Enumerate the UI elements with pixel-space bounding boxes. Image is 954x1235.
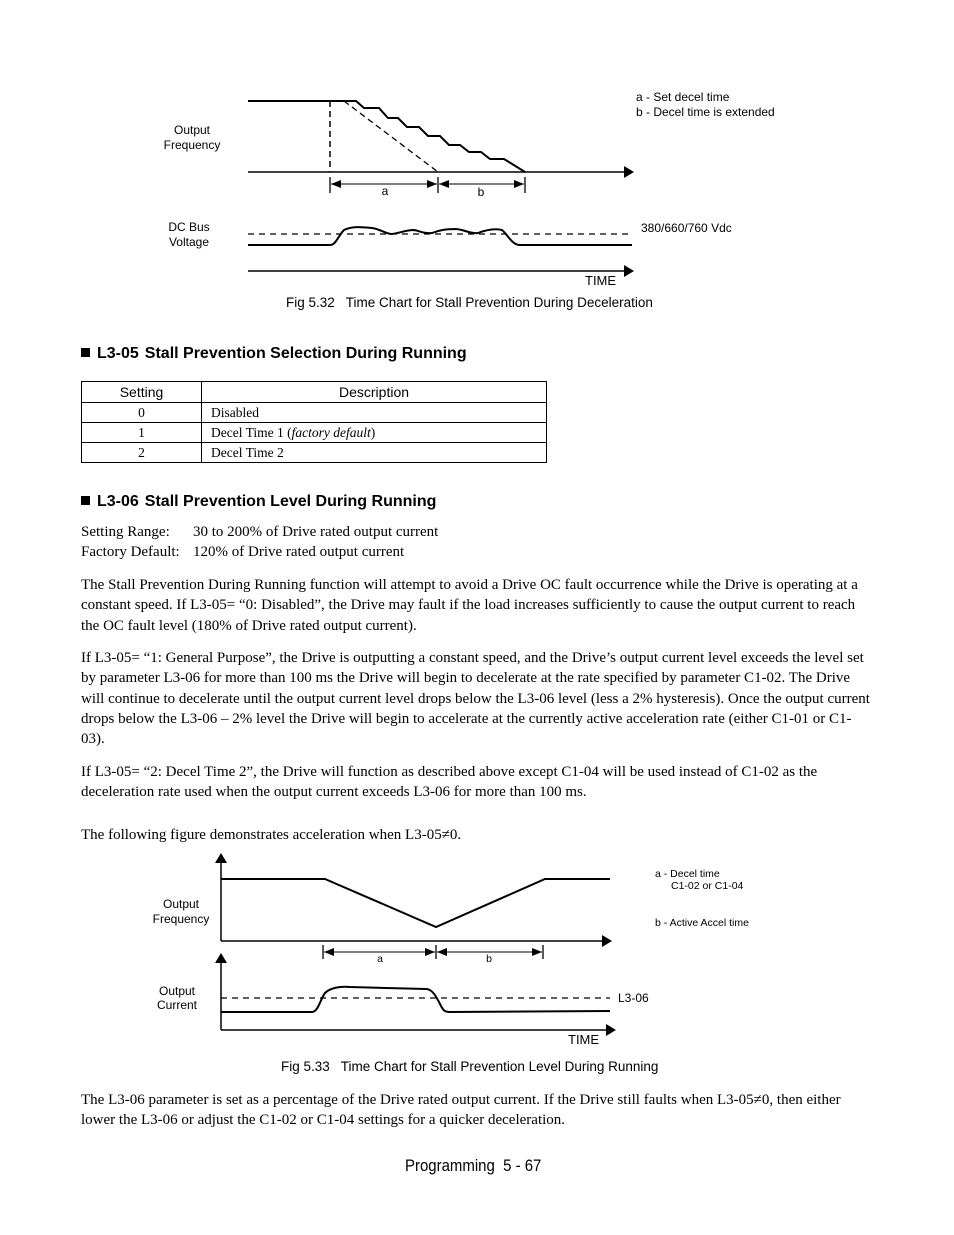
page-footer xyxy=(405,1156,541,1176)
l3-05-settings-table xyxy=(81,381,547,463)
fig533-arrow-a-left xyxy=(324,948,334,956)
paragraph-1: The Stall Prevention During Running function will attempt to avoid a Drive OC fault occurrence while the Drive is operating at a constant speed. If L3-05= “0: Disabled”, the Drive may fault if the load increases sufficiently to cause the output current to reach the OC fault level (180% of Drive rated output current). xyxy=(81,577,858,634)
setting-range-value: 30 to 200% of Drive rated output current xyxy=(193,524,439,540)
section-l3-06-heading xyxy=(81,493,436,511)
fig532-dc-bus-label-1: DC Bus xyxy=(168,220,210,234)
square-bullet-icon xyxy=(81,496,90,505)
fig533-caption: Fig 5.33 Time Chart for Stall Prevention Level During Running xyxy=(281,1059,659,1074)
fig532-arrow-a-left xyxy=(331,180,341,188)
fig533-frequency-curve xyxy=(221,879,610,927)
fig533-arrow-b-left xyxy=(437,948,447,956)
table-cell-description: Decel Time 2 xyxy=(202,443,547,463)
fig532-arrow-a-right xyxy=(427,180,437,188)
square-bullet-icon xyxy=(81,348,90,357)
fig532-set-decel-line xyxy=(344,101,438,172)
table-cell-description xyxy=(202,423,547,443)
fig533-output-frequency-label-2: Frequency xyxy=(152,912,210,926)
fig532-legend-b: b - Decel time is extended xyxy=(636,105,775,119)
fig533-legend-a-2: C1-02 or C1-04 xyxy=(671,880,744,892)
description-end: ) xyxy=(370,424,376,440)
fig533-output-frequency-label-1: Output xyxy=(162,897,200,911)
fig533-current-curve xyxy=(221,987,610,1012)
fig532-time-label: TIME xyxy=(585,273,617,288)
fig532-dc-bus-label-2: Voltage xyxy=(168,235,210,249)
footer-page-number: 5 - 67 xyxy=(503,1156,542,1175)
figure-5-32 xyxy=(0,0,954,320)
fig533-legend-a-1: a - Decel time xyxy=(655,868,720,880)
setting-range-row xyxy=(81,522,438,542)
paragraph-3: If L3-05= “2: Decel Time 2”, the Drive will function as described above except C1-04 will be used instead of C1-02 as the deceleration rate used when the output current exceeds L3-06 for more than 100 ms. xyxy=(81,764,818,801)
fig533-output-current-label-1: Output xyxy=(158,984,196,998)
table-header-setting: Setting xyxy=(82,382,202,403)
description-italic: factory default xyxy=(291,424,371,440)
fig533-legend-b: b - Active Accel time xyxy=(655,917,749,929)
footer-section: Programming xyxy=(405,1156,495,1175)
fig533-time-axis-arrow xyxy=(606,1024,616,1036)
section-l3-05-title: Stall Prevention Selection During Running xyxy=(144,345,467,362)
figure-intro: The following figure demonstrates acceleration when L3-05≠0. xyxy=(81,827,462,843)
fig533-frequency-y-arrow xyxy=(215,853,227,863)
fig532-output-frequency-label-2: Frequency xyxy=(163,138,221,152)
fig532-arrow-b-left xyxy=(439,180,449,188)
fig533-interval-b-label: b xyxy=(486,953,492,965)
factory-default-value: 120% of Drive rated output current xyxy=(193,544,405,560)
section-l3-05-code: L3-05 xyxy=(97,345,139,362)
table-header-description: Description xyxy=(202,382,547,403)
fig532-arrow-b-right xyxy=(514,180,524,188)
table-row xyxy=(82,423,547,443)
setting-range-label: Setting Range: xyxy=(81,524,170,540)
fig532-time-axis-arrow xyxy=(624,265,634,277)
section-l3-06-code: L3-06 xyxy=(97,493,139,510)
fig533-time-label: TIME xyxy=(568,1032,600,1047)
fig532-frequency-axis-arrow xyxy=(624,166,634,178)
table-cell-description: Disabled xyxy=(202,403,547,423)
fig532-caption: Fig 5.32 Time Chart for Stall Prevention During Deceleration xyxy=(286,295,653,310)
fig532-frequency-curve xyxy=(248,101,525,172)
description-main: Decel Time 1 ( xyxy=(211,424,292,440)
fig532-output-frequency-label-1: Output xyxy=(173,123,211,137)
fig533-current-y-arrow xyxy=(215,953,227,963)
table-cell-setting: 1 xyxy=(82,423,202,443)
fig533-arrow-a-right xyxy=(425,948,435,956)
fig532-dc-bus-curve xyxy=(248,227,632,245)
table-row xyxy=(82,443,547,463)
fig533-arrow-b-right xyxy=(532,948,542,956)
fig532-interval-a-label: a xyxy=(381,184,389,198)
table-cell-setting: 0 xyxy=(82,403,202,423)
section-l3-05-heading xyxy=(81,345,467,363)
factory-default-row xyxy=(81,542,404,562)
table-row xyxy=(82,403,547,423)
fig532-legend-a: a - Set decel time xyxy=(636,90,730,104)
paragraph-2: If L3-05= “1: General Purpose”, the Drive is outputting a constant speed, and the Drive’s output current level exceeds the level set by parameter L3-06 for more than 100 ms the Drive will begin to decelerate at the rate specified by parameter C1-02. The Drive will continue to decelerate until the output current level drops below the L3-06 level (less a 2% hysteresis). Once the output current drops below the L3-06 – 2% level the Drive will begin to accelerate at the currently active acceleration rate (either C1-01 or C1-03). xyxy=(81,650,870,748)
fig532-voltage-value: 380/660/760 Vdc xyxy=(641,221,732,235)
factory-default-label: Factory Default: xyxy=(81,544,180,560)
fig533-interval-a-label: a xyxy=(377,953,383,965)
fig533-level-label: L3-06 xyxy=(618,991,649,1005)
closing-paragraph: The L3-06 parameter is set as a percentage of the Drive rated output current. If the Drive still faults when L3-05≠0, then either lower the L3-06 or adjust the C1-02 or C1-04 settings for a quicker deceleration. xyxy=(81,1092,841,1129)
table-cell-setting: 2 xyxy=(82,443,202,463)
fig533-frequency-x-arrow xyxy=(602,935,612,947)
fig533-output-current-label-2: Current xyxy=(156,998,198,1012)
section-l3-06-title: Stall Prevention Level During Running xyxy=(144,493,437,510)
fig532-interval-b-label: b xyxy=(477,185,485,199)
